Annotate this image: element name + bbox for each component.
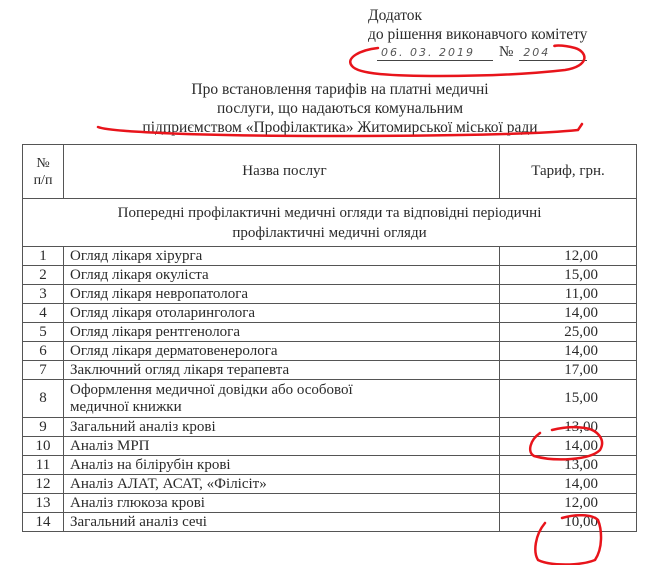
service-tariff: 25,00: [500, 323, 637, 342]
service-name: Загальний аналіз крові: [64, 418, 500, 437]
service-name: Загальний аналіз сечі: [64, 513, 500, 532]
decree-number: 204: [519, 46, 587, 61]
table-row: [23, 285, 637, 304]
table-header-row: [23, 145, 637, 199]
row-number: 14: [23, 513, 64, 532]
table-row: [23, 380, 637, 418]
row-number: 5: [23, 323, 64, 342]
table-row: [23, 513, 637, 532]
row-number: 6: [23, 342, 64, 361]
number-sign: №: [499, 44, 514, 60]
service-name: Огляд лікаря окуліста: [64, 266, 500, 285]
appendix-label: Додаток: [368, 7, 423, 24]
service-tariff: 17,00: [500, 361, 637, 380]
table-row: [23, 361, 637, 380]
service-name: Аналіз глюкоза крові: [64, 494, 500, 513]
service-tariff: 14,00: [500, 304, 637, 323]
table-row: [23, 342, 637, 361]
decree-date: 06. 03. 2019: [377, 46, 493, 61]
tariff-table: [22, 144, 637, 532]
decree-line: [377, 44, 587, 61]
appendix-header: [368, 6, 587, 44]
table-row: [23, 475, 637, 494]
title-line-2: послуги, що надаються комунальним: [216, 100, 464, 117]
service-tariff: 12,00: [500, 247, 637, 266]
service-tariff: 14,00: [500, 437, 637, 456]
service-name: Аналіз на білірубін крові: [64, 456, 500, 475]
service-tariff: 13,00: [500, 418, 637, 437]
service-tariff: 12,00: [500, 494, 637, 513]
row-number: 3: [23, 285, 64, 304]
row-number: 12: [23, 475, 64, 494]
service-name: Огляд лікаря рентгенолога: [64, 323, 500, 342]
table-row: [23, 323, 637, 342]
row-number: 2: [23, 266, 64, 285]
service-tariff: 15,00: [500, 266, 637, 285]
table-row: [23, 304, 637, 323]
table-row: [23, 456, 637, 475]
table-row: [23, 418, 637, 437]
service-name: Заключний огляд лікаря терапевта: [64, 361, 500, 380]
row-number: 8: [23, 380, 64, 418]
table-row: [23, 437, 637, 456]
section-row: [23, 199, 637, 247]
column-header-number: [23, 145, 64, 199]
service-name: Огляд лікаря отоларинголога: [64, 304, 500, 323]
service-name: Огляд лікаря невропатолога: [64, 285, 500, 304]
service-name: [64, 380, 500, 418]
row-number: 11: [23, 456, 64, 475]
column-header-number-line2: п/п: [33, 172, 53, 188]
service-name: Огляд лікаря хірурга: [64, 247, 500, 266]
service-tariff: 14,00: [500, 475, 637, 494]
title-line-1: Про встановлення тарифів на платні медичні: [191, 81, 489, 98]
service-name: Аналіз АЛАТ, АСАТ, «Філісіт»: [64, 475, 500, 494]
table-row: [23, 266, 637, 285]
column-header-number-line1: №: [36, 155, 50, 171]
row-number: 10: [23, 437, 64, 456]
row-number: 9: [23, 418, 64, 437]
column-header-name: Назва послуг: [64, 145, 500, 199]
appendix-reference: до рішення виконавчого комітету: [368, 26, 588, 43]
service-tariff: 11,00: [500, 285, 637, 304]
service-name: Огляд лікаря дерматовенеролога: [64, 342, 500, 361]
table-row: [23, 494, 637, 513]
row-number: 7: [23, 361, 64, 380]
service-name: Аналіз МРП: [64, 437, 500, 456]
service-tariff: 15,00: [500, 380, 637, 418]
service-tariff: 13,00: [500, 456, 637, 475]
section-title-line2: профілактичні медичні огляди: [232, 224, 427, 241]
service-name-line2: медичної книжки: [70, 398, 182, 415]
service-name-line1: Оформлення медичної довідки або особової: [70, 381, 353, 398]
row-number: 1: [23, 247, 64, 266]
row-number: 4: [23, 304, 64, 323]
column-header-tariff: Тариф, грн.: [500, 145, 637, 199]
service-tariff: 10,00: [500, 513, 637, 532]
table-row: [23, 247, 637, 266]
service-tariff: 14,00: [500, 342, 637, 361]
row-number: 13: [23, 494, 64, 513]
section-title-line1: Попередні профілактичні медичні огляди та відповідні періодичні: [117, 204, 542, 221]
document-title: [90, 80, 590, 137]
title-line-3: підприємством «Профілактика» Житомирської міської ради: [142, 119, 538, 136]
section-title: [23, 199, 637, 247]
